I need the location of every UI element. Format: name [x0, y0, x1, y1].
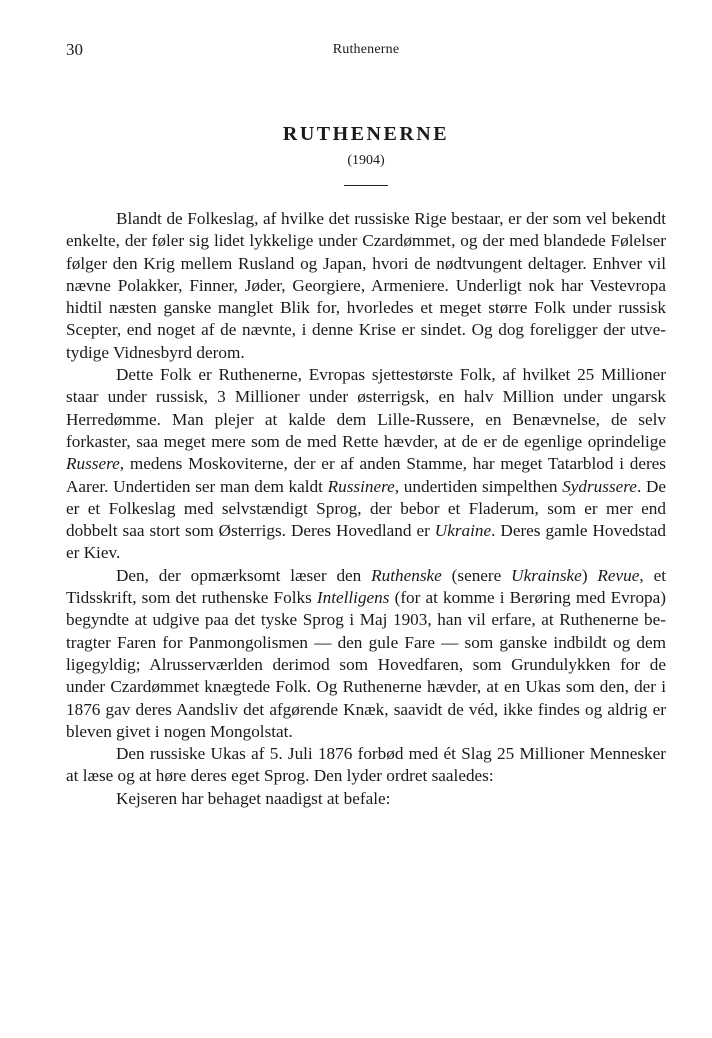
italic-term: Russere [66, 454, 120, 474]
paragraph [66, 788, 666, 810]
text-run: (for at komme i Berøring med Evropa) begyndte at udgive paa det tyske Sprog i Maj 1903, han vil erfare, at Ruthenerne betragter Faren for Panmongolismen — den gule Fare — som ganske indbildt og dem ligegyldig; Alrusserværlden derimod som Hovedfaren, som Grundulykken for de under Czardømmet knægtede Folk. Og Ruthenerne hævder, at en Ukas som den, der i 1876 gav deres Aandsliv det afgørende Knæk, saavidt de véd, ikke findes og aldrig er bleven givet i nogen Mongolstat. [66, 588, 666, 741]
italic-term: Sydrussere [562, 476, 637, 496]
page-number: 30 [66, 40, 83, 59]
text-run: . De er et Folkeslag med selvstændigt Sprog, der bebor et Fladerum, som er mer end dobbelt saa stort som Østerrigs. Deres Hovedland er [66, 476, 667, 541]
text-run: , undertiden simpelthen [394, 476, 563, 496]
title-divider [344, 185, 388, 186]
paragraph [66, 565, 666, 743]
italic-term: Revue [597, 565, 640, 585]
running-title: Ruthenerne [332, 42, 400, 57]
paragraph [66, 743, 666, 788]
book-page [66, 40, 666, 810]
article-title: RUTHENERNE [282, 123, 450, 145]
body-text [66, 208, 666, 810]
italic-term: Ukraine [434, 521, 492, 541]
article-year: (1904) [347, 153, 385, 168]
italic-term: Ukrainske [511, 565, 582, 585]
text-run: Dette Folk er Ruthenerne, Evropas sjettestørste Folk, af hvilket 25 Millioner staar under russisk, 3 Millioner under østerrigsk, en halv Million under ungarsk Herredømme. Man plejer at kalde dem Lille-Russere, en Benævnelse, de selv forkaster, saa meget mere som de med Rette hævder, at de er de egenlige oprindelige [66, 365, 666, 451]
italic-term: Ruthenske [371, 565, 442, 585]
text-run: Den russiske Ukas af 5. Juli 1876 forbød med ét Slag 25 Millioner Mennesker at læse og at høre deres eget Sprog. Den lyder ordret saaledes: [66, 744, 666, 786]
paragraph [66, 364, 666, 565]
text-run: Den, der opmærksomt læser den [116, 565, 372, 585]
running-header [66, 40, 666, 64]
text-run: , et Tidsskrift, som det ruthenske Folks [66, 565, 666, 608]
text-run: . Deres gamle Hovedstad er Kiev. [66, 521, 666, 563]
text-run: (senere [441, 565, 512, 585]
italic-term: Russinere [327, 476, 395, 496]
italic-term: Intelligens [316, 588, 390, 608]
text-run: Kejseren har behaget naadigst at befale: [116, 788, 391, 808]
paragraph [66, 208, 666, 364]
text-run: Blandt de Folkeslag, af hvilke det russiske Rige bestaar, er der som vel bekendt enkelte, der føler sig lidet lykkelige under Czardømmet, og der med blandede Følelser følger den Krig mellem Rusland og Japan, hvori de nødtvungent deltager. Enhver vil nævne Polakker, Finner, Jøder, Georgiere, Armeniere. Underligt nok har Vestevropa hidtil næsten ganske manglet Blik for, hvorledes et meget større Folk under russisk Scepter, end noget af de nævnte, i denne Krise er sindet. Og dog foreligger der utvetydige Vidnesbyrd derom. [66, 209, 666, 362]
text-run: ) [581, 565, 598, 585]
text-run: , medens Moskoviterne, der er af anden Stamme, har meget Tatarblod i deres Aarer. Undertiden ser man dem kaldt [66, 454, 666, 496]
